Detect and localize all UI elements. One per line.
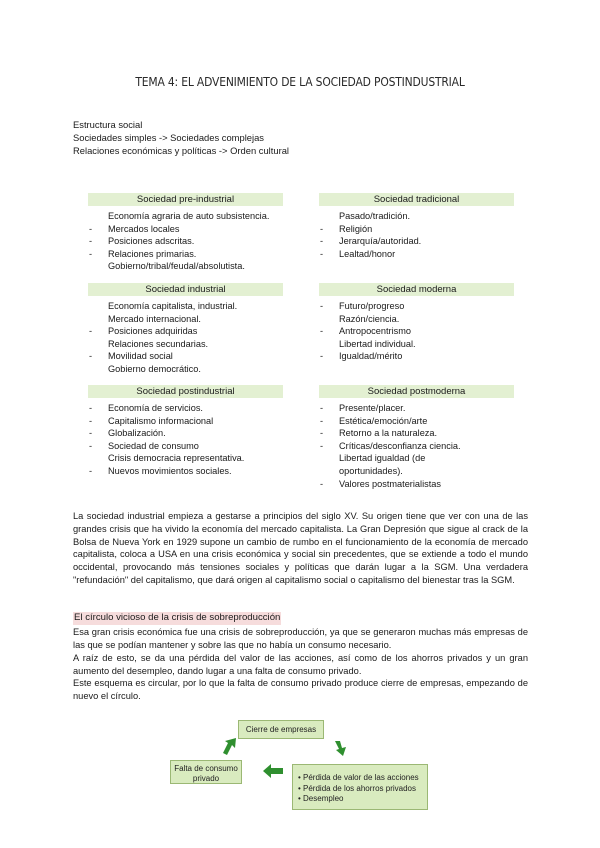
arrow-right-down-icon [333,740,349,758]
block-item: - Igualdad/mérito [319,350,519,363]
block-item: Libertad igualdad (de [339,453,426,464]
diagram-label: Cierre de empresas [245,725,317,734]
block-postindustrial [88,385,288,478]
block-header: Sociedad pre-industrial [88,193,283,206]
block-item: - Futuro/progreso [319,300,519,313]
block-moderna [319,283,519,363]
block-item: - Mercados locales [88,223,288,236]
block-item: Mercado internacional. [108,313,201,324]
block-header: Sociedad postindustrial [88,385,283,398]
paragraph-sobreproduccion: Esa gran crisis económica fue una crisis de sobreproducción, ya que se generaron muchas más empresas de las que se podían mantener y sobre las que no había un consumo necesario. [73,627,528,650]
block-postmoderna [319,385,519,490]
diagram-box-cierre-empresas [238,720,324,739]
arrow-left-icon [263,764,283,778]
diagram-bullet: • Pérdida de los ahorros privados [298,783,416,793]
diagram-box-falta-consumo [170,760,242,784]
block-item: Libertad individual. [339,338,416,349]
block-item: - Capitalismo informacional [88,415,288,428]
diagram-label: Falta de consumo privado [174,764,238,783]
block-item: - Religión [319,223,519,236]
diagram-box-consecuencias [292,764,428,810]
section-title: El círculo vicioso de la crisis de sobreproducción [74,612,281,623]
block-item: - Jerarquía/autoridad. [319,235,519,248]
intro-line: Sociedades simples -> Sociedades complejas [73,132,264,143]
paragraph-sociedad-industrial: La sociedad industrial empieza a gestarse a principios del siglo XV. Su origen tiene que ver con una de las grandes crisis que ha vivido la economía del mercado capitalista. La Gran Depresión que sigue al crack de la Bolsa de Nueva York en 1929 supone un cambio de rumbo en el funcionamiento de la economía de mercado capitalista, coloca a USA en una crisis económica y social sin precedentes, que se extiende a todo el mundo occidental, provocando más tensiones sociales y políticas que darán lugar a la SGM. Una verdadera "refundación" del capitalismo, que dará origen al capitalismo social o capitalismo del bienestar tras la SGM. [73,511,528,585]
block-items [319,300,519,363]
diagram-bullet: • Desempleo [298,794,344,803]
block-industrial [88,283,288,376]
intro-line: Estructura social [73,119,143,130]
arrow-up-right-icon [222,738,238,756]
block-item: Gobierno/tribal/feudal/absolutista. [108,261,245,272]
block-item: Relaciones secundarias. [108,338,209,349]
block-items [319,402,519,490]
block-item: - Críticas/desconfianza ciencia. [319,440,519,453]
block-items [319,210,519,260]
block-header: Sociedad industrial [88,283,283,296]
document-title: TEMA 4: EL ADVENIMIENTO DE LA SOCIEDAD POSTINDUSTRIAL [135,74,465,89]
diagram-bullet: • Pérdida de valor de las acciones [298,773,419,782]
block-item: - Relaciones primarias. [88,248,288,261]
block-item: - Presente/placer. [319,402,519,415]
block-header: Sociedad postmoderna [319,385,514,398]
block-item: Economía agraria de auto subsistencia. [108,211,270,221]
paragraph-circular: Este esquema es circular, por lo que la falta de consumo privado produce cierre de empresas, empezando de nuevo el círculo. [73,678,528,701]
block-header: Sociedad tradicional [319,193,514,206]
block-item: - Economía de servicios. [88,402,288,415]
block-item: oportunidades). [339,465,403,476]
paragraph-consecuencias: A raíz de esto, se da una pérdida del valor de las acciones, así como de los ahorros privados y un gran aumento del desempleo, dando lugar a una falta de consumo privado. [73,653,528,676]
block-item: - Estética/emoción/arte [319,415,519,428]
block-item: - Sociedad de consumo [88,440,288,453]
block-items [88,402,288,478]
block-item: - Posiciones adquiridas [88,325,288,338]
block-item: - Valores postmaterialistas [319,478,519,491]
intro-lines [73,118,289,157]
block-preindustrial [88,193,288,273]
block-item: Economía capitalista, industrial. [108,301,238,311]
block-item: - Posiciones adscritas. [88,235,288,248]
block-item: - Movilidad social [88,350,288,363]
block-items [88,300,288,376]
block-item: - Globalización. [88,427,288,440]
block-item: - Antropocentrismo [319,325,519,338]
block-item: - Lealtad/honor [319,248,519,261]
block-header: Sociedad moderna [319,283,514,296]
block-item: - Retorno a la naturaleza. [319,427,519,440]
block-tradicional [319,193,519,260]
block-item: Gobierno democrático. [108,363,201,374]
block-item: Razón/ciencia. [339,313,400,324]
block-items [88,210,288,273]
block-item: Pasado/tradición. [339,211,410,221]
intro-line: Relaciones económicas y políticas -> Orden cultural [73,145,289,156]
block-item: Crisis democracia representativa. [108,453,245,464]
block-item: - Nuevos movimientos sociales. [88,465,288,478]
